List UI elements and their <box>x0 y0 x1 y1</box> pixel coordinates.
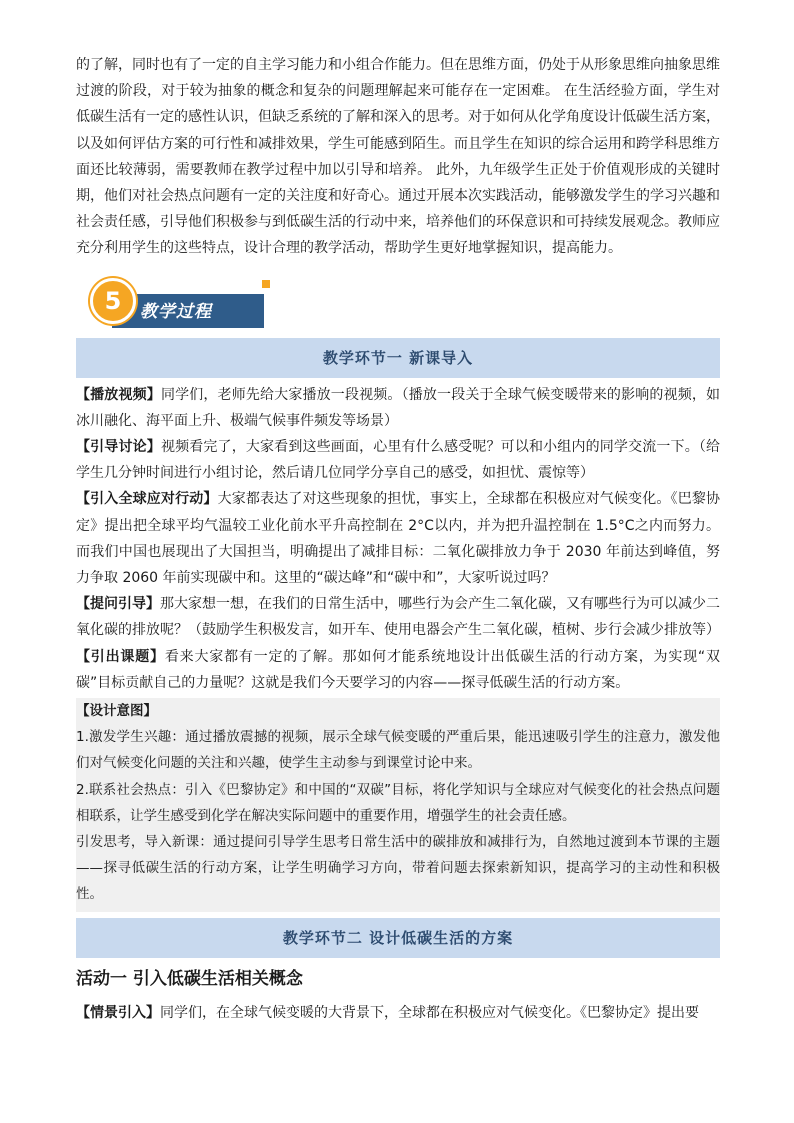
item-text: 同学们，老师先给大家播放一段视频。（播放一段关于全球气候变暖带来的影响的视频，如冰川融化、海平面上升、极端气候事件频发等场景） <box>76 386 721 429</box>
item-tag: 【播放视频】 <box>76 386 161 403</box>
segment-1-item-video <box>76 382 720 434</box>
segment-2-item-scenario <box>76 1000 720 1026</box>
section-number-badge: 5 <box>90 278 136 324</box>
item-tag: 【情景引入】 <box>76 1004 160 1021</box>
section-title: 教学过程 <box>140 301 212 322</box>
activity-1-title: 活动一 引入低碳生活相关概念 <box>76 968 303 989</box>
item-tag: 【引出课题】 <box>76 648 165 665</box>
intro-paragraph: 的了解，同时也有了一定的自主学习能力和小组合作能力。但在思维方面，仍处于从形象思维向抽象思维过渡的阶段，对于较为抽象的概念和复杂的问题理解起来可能存在一定困难。 在生活经验方面，学生对低碳生活有一定的感性认识，但缺乏系统的了解和深入的思考。对于如何从化学角度设计低碳生活方案，以及如何评估方案的可行性和减排效果，学生可能感到陌生。而且学生在知识的综合运用和跨学科思维方面还比较薄弱，需要教师在教学过程中加以引导和培养。 此外，九年级学生正处于价值观形成的关键时期，他们对社会热点问题有一定的关注度和好奇心。通过开展本次实践活动，能够激发学生的学习兴趣和社会责任感，引导他们积极参与到低碳生活的行动中来，培养他们的环保意识和可持续发展观念。教师应充分利用学生的这些特点，设计合理的教学活动，帮助学生更好地掌握知识，提高能力。 <box>76 57 720 257</box>
segment-1-item-question <box>76 591 720 643</box>
item-text: 大家都表达了对这些现象的担忧，事实上，全球都在积极应对气候变化。《巴黎协定》提出把全球平均气温较工业化前水平升高控制在 2°C以内，并为把升温控制在 1.5°C之内而努力。而我们中国也展现出了大国担当，明确提出了减排目标：二氧化碳排放力争于 2030 年前达到峰值，努力争取 2060 年前实现碳中和。这里的“碳达峰”和“碳中和”，大家听说过吗？ <box>76 491 721 587</box>
segment-1-item-global-action <box>76 486 720 591</box>
item-tag: 【引入全球应对行动】 <box>76 491 218 508</box>
design-intent-line: 2.联系社会热点：引入《巴黎协定》和中国的“双碳”目标，将化学知识与全球应对气候变化的社会热点问题相联系，让学生感受到化学在解决实际问题中的重要作用，增强学生的社会责任感。 <box>76 781 720 824</box>
item-tag: 【提问引导】 <box>76 596 160 613</box>
heading-accent-square <box>262 280 270 288</box>
item-text: 那大家想一想，在我们的日常生活中，哪些行为会产生二氧化碳，又有哪些行为可以减少二氧化碳的排放呢？（鼓励学生积极发言，如开车、使用电器会产生二氧化碳，植树、步行会减少排放等） <box>76 596 720 639</box>
document-page <box>76 52 720 1026</box>
item-text: 看来大家都有一定的了解。那如何才能系统地设计出低碳生活的行动方案，为实现“双碳”目标贡献自己的力量呢？这就是我们今天要学习的内容——探寻低碳生活的行动方案。 <box>76 648 720 691</box>
item-text: 同学们，在全球气候变暖的大背景下，全球都在积极应对气候变化。《巴黎协定》提出要 <box>160 1004 699 1021</box>
segment-1-item-discussion <box>76 434 720 486</box>
segment-1-title: 教学环节一 新课导入 <box>76 338 720 378</box>
item-tag: 【引导讨论】 <box>76 439 161 456</box>
design-intent-line: 1.激发学生兴趣：通过播放震撼的视频，展示全球气候变暖的严重后果，能迅速吸引学生的注意力，激发他们对气候变化问题的关注和兴趣，使学生主动参与到课堂讨论中来。 <box>76 729 720 772</box>
design-intent-heading: 【设计意图】 <box>76 703 157 720</box>
segment-2-title: 教学环节二 设计低碳生活的方案 <box>76 918 720 958</box>
design-intent-box <box>76 698 720 912</box>
design-intent-line: 引发思考，导入新课：通过提问引导学生思考日常生活中的碳排放和减排行为，自然地过渡到本节课的主题——探寻低碳生活的行动方案，让学生明确学习方向，带着问题去探索新知识，提高学习的主动性和积极性。 <box>76 834 720 903</box>
item-text: 视频看完了，大家看到这些画面，心里有什么感受呢？可以和小组内的同学交流一下。（给学生几分钟时间进行小组讨论，然后请几位同学分享自己的感受，如担忧、震惊等） <box>76 439 721 482</box>
section-heading <box>76 274 720 330</box>
segment-1-item-topic <box>76 644 720 696</box>
